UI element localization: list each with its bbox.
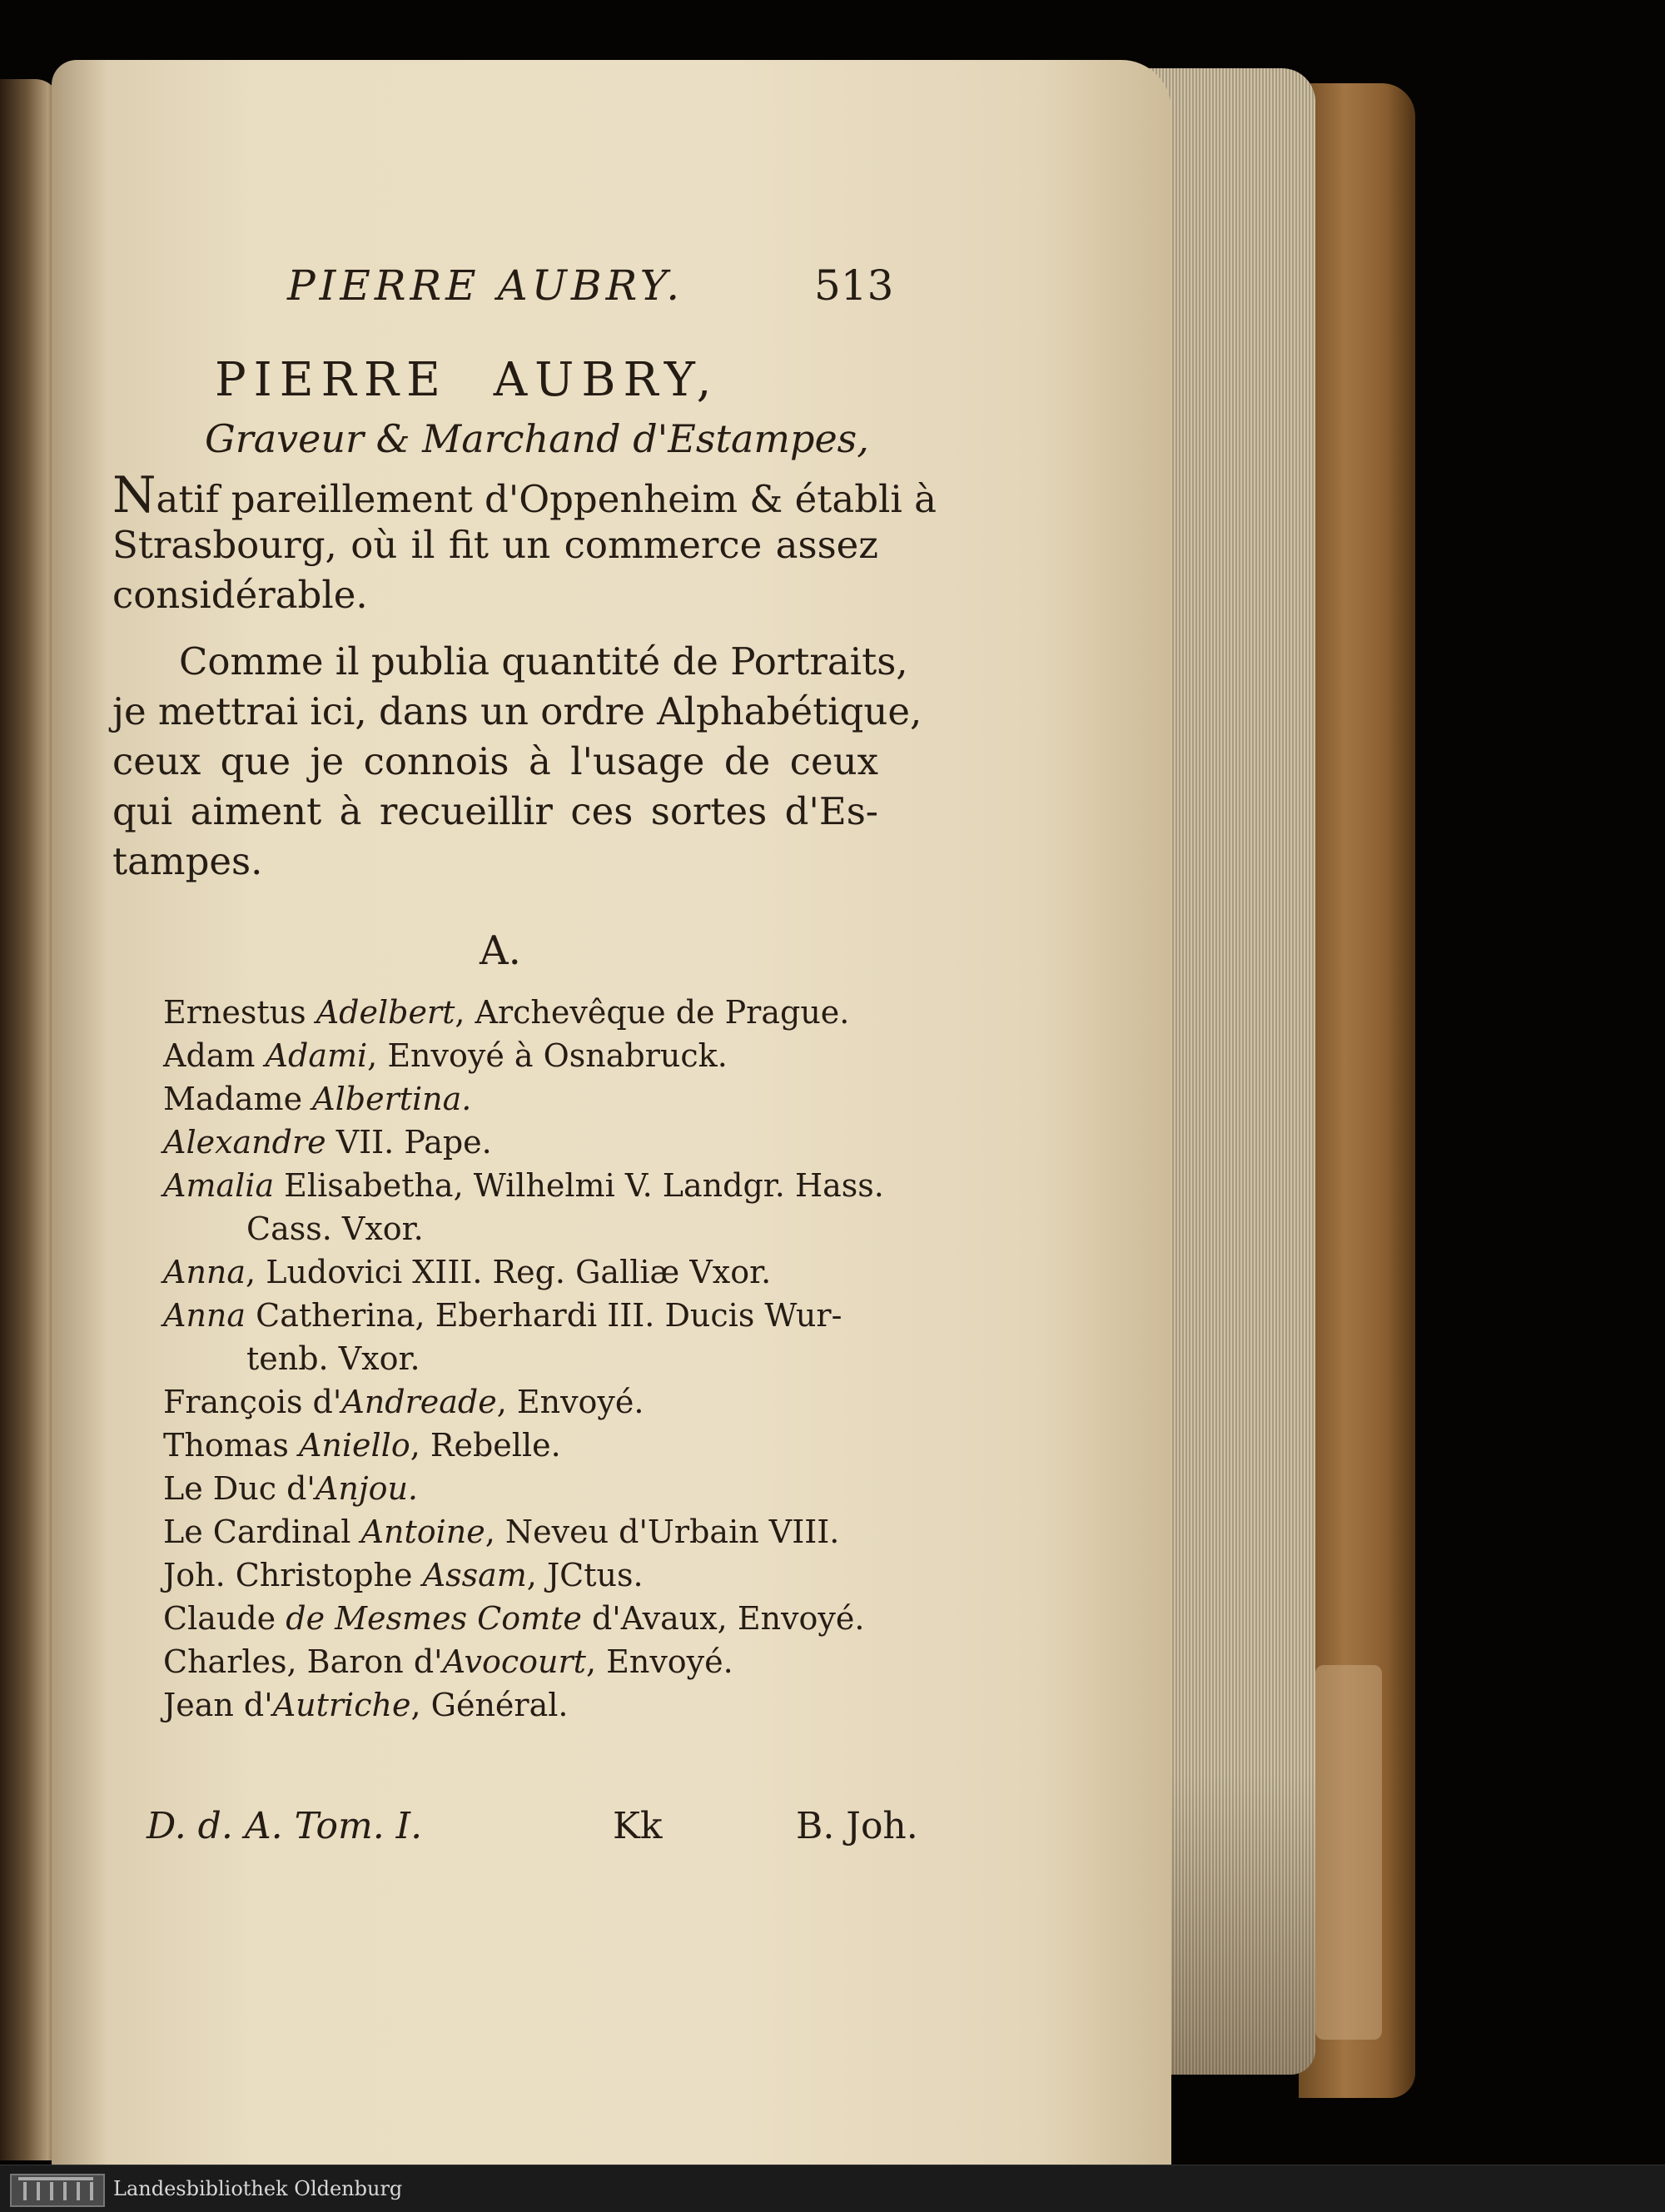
portrait-list	[163, 991, 929, 1727]
person-name: Anna	[163, 1297, 246, 1334]
paragraph-line: considérable.	[112, 573, 368, 617]
person-name: Adelbert	[316, 994, 455, 1031]
list-item: Anna Catherina, Eberhardi III. Ducis Wur-	[163, 1297, 842, 1334]
person-name: Assam	[422, 1557, 527, 1593]
person-name: Alexandre	[163, 1124, 326, 1161]
list-item: Jean d'Autriche, Général.	[163, 1687, 569, 1723]
paragraph-line: Comme il publia quantité de Portraits,	[179, 639, 908, 683]
list-item: Amalia Elisabetha, Wilhelmi V. Landgr. Hass.	[163, 1167, 884, 1204]
paragraph-line: ceux que je connois à l'usage de ceux	[112, 739, 878, 783]
person-name: Anna	[163, 1254, 246, 1290]
intro-paragraph	[112, 466, 937, 620]
person-name: Adami	[265, 1037, 368, 1074]
footer-signature-mark: Kk	[613, 1805, 663, 1847]
list-item: Anna, Ludovici XIII. Reg. Galliæ Vxor.	[163, 1254, 772, 1290]
viewer-footer-bar	[0, 2165, 1665, 2212]
running-head: PIERRE AUBRY.	[287, 261, 684, 310]
list-item: tenb. Vxor.	[246, 1340, 420, 1377]
list-item: Thomas Aniello, Rebelle.	[163, 1427, 561, 1464]
entry-title: PIERRE AUBRY,	[215, 353, 719, 407]
person-name: de Mesmes Comte	[286, 1600, 582, 1637]
paragraph-line: Natif pareillement d'Oppenheim & établi à	[112, 466, 937, 524]
list-item: Claude de Mesmes Comte d'Avaux, Envoyé.	[163, 1600, 865, 1637]
drop-capital: N	[112, 466, 157, 524]
list-item: Joh. Christophe Assam, JCtus.	[163, 1557, 644, 1593]
person-name: Avocourt	[442, 1643, 586, 1680]
entry-subtitle: Graveur & Marchand d'Estampes,	[205, 416, 869, 461]
list-item: Charles, Baron d'Avocourt, Envoyé.	[163, 1643, 733, 1680]
person-name: Andreade	[341, 1384, 497, 1420]
list-item: Ernestus Adelbert, Archevêque de Prague.	[163, 994, 850, 1031]
book-cover-edge	[1299, 83, 1415, 2098]
person-name: Amalia	[163, 1167, 275, 1204]
paragraph-line: Strasbourg, où il fit un commerce assez	[112, 523, 878, 567]
footer-signature: D. d. A. Tom. I.	[147, 1805, 423, 1847]
list-item: François d'Andreade, Envoyé.	[163, 1384, 644, 1420]
list-item: Alexandre VII. Pape.	[163, 1124, 492, 1161]
person-name: Aniello	[298, 1427, 410, 1464]
list-item: Le Duc d'Anjou.	[163, 1470, 419, 1507]
library-building-icon[interactable]	[10, 2174, 105, 2207]
list-intro-paragraph	[112, 637, 922, 887]
footer-catchword: B. Joh.	[796, 1805, 918, 1847]
library-name[interactable]: Landesbibliothek Oldenburg	[113, 2177, 403, 2200]
list-item: Cass. Vxor.	[246, 1210, 424, 1247]
person-name: Autriche	[272, 1687, 411, 1723]
section-letter: A.	[480, 927, 521, 974]
person-name: Anjou.	[315, 1470, 419, 1507]
person-name: Albertina.	[312, 1081, 472, 1117]
paragraph-line: tampes.	[112, 839, 263, 883]
paragraph-line: je mettrai ici, dans un ordre Alphabétique,	[112, 689, 922, 733]
person-name: Antoine	[360, 1514, 485, 1550]
list-item: Adam Adami, Envoyé à Osnabruck.	[163, 1037, 728, 1074]
list-item: Le Cardinal Antoine, Neveu d'Urbain VIII.	[163, 1514, 840, 1550]
paragraph-line: qui aiment à recueillir ces sortes d'Es-	[112, 789, 878, 833]
list-item: Madame Albertina.	[163, 1081, 472, 1117]
page-number: 513	[814, 261, 894, 310]
